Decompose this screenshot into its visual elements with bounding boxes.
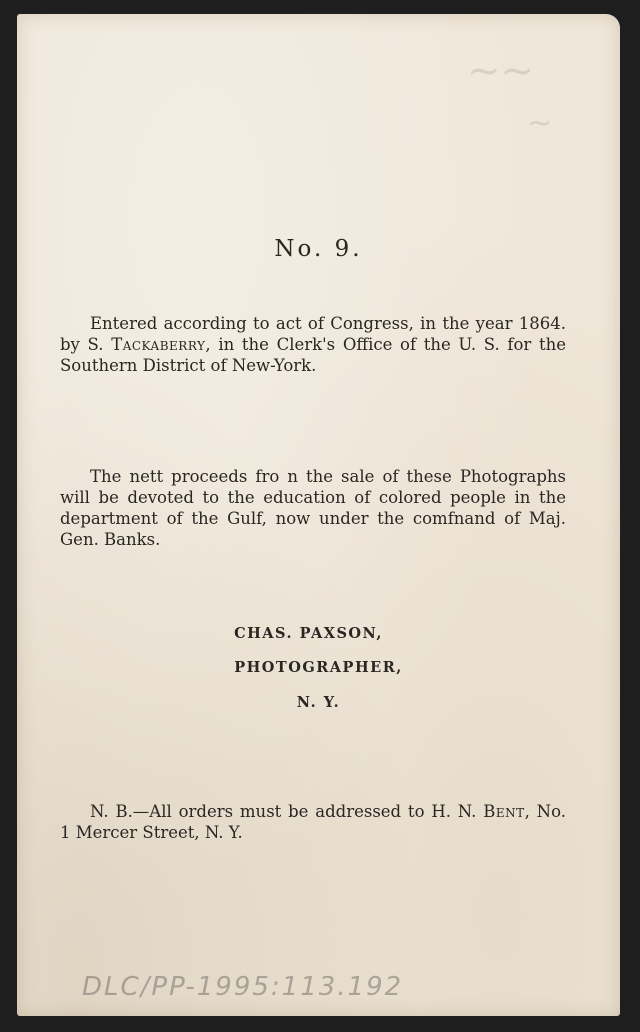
card-number: No. 9. bbox=[274, 236, 363, 262]
photo-card-back bbox=[17, 14, 620, 1016]
note-name: Bent bbox=[483, 802, 525, 821]
proceeds-notice bbox=[60, 466, 566, 550]
photographer-title: PHOTOGRAPHER, bbox=[234, 659, 403, 676]
call-number: DLC/PP-1995:113.192 bbox=[82, 972, 404, 1002]
pencil-mark-decoration: ~~ bbox=[467, 48, 535, 94]
copyright-text-after: , in the Clerk's Office of the U. S. for the Southern District of New-York. bbox=[60, 335, 566, 375]
note-text-before: N. B.—All orders must be addressed to H. N. bbox=[90, 802, 484, 821]
pencil-mark-decoration: ~ bbox=[527, 106, 553, 141]
copyright-name: Tackaberry bbox=[111, 335, 206, 354]
photographer-name: CHAS. PAXSON, bbox=[234, 625, 383, 642]
copyright-notice bbox=[60, 313, 566, 376]
note-text-after: , No. 1 Mercer Street, N. Y. bbox=[60, 802, 566, 842]
order-note bbox=[60, 801, 566, 843]
copyright-text-before: Entered according to act of Congress, in the year 1864. by S. bbox=[60, 314, 566, 354]
photographer-place: N. Y. bbox=[296, 694, 341, 711]
proceeds-text: The nett proceeds fro n the sale of these Photographs will be devoted to the education of colored people in the department of the Gulf, now under the comfnand of Maj. Gen. Banks. bbox=[60, 467, 566, 549]
